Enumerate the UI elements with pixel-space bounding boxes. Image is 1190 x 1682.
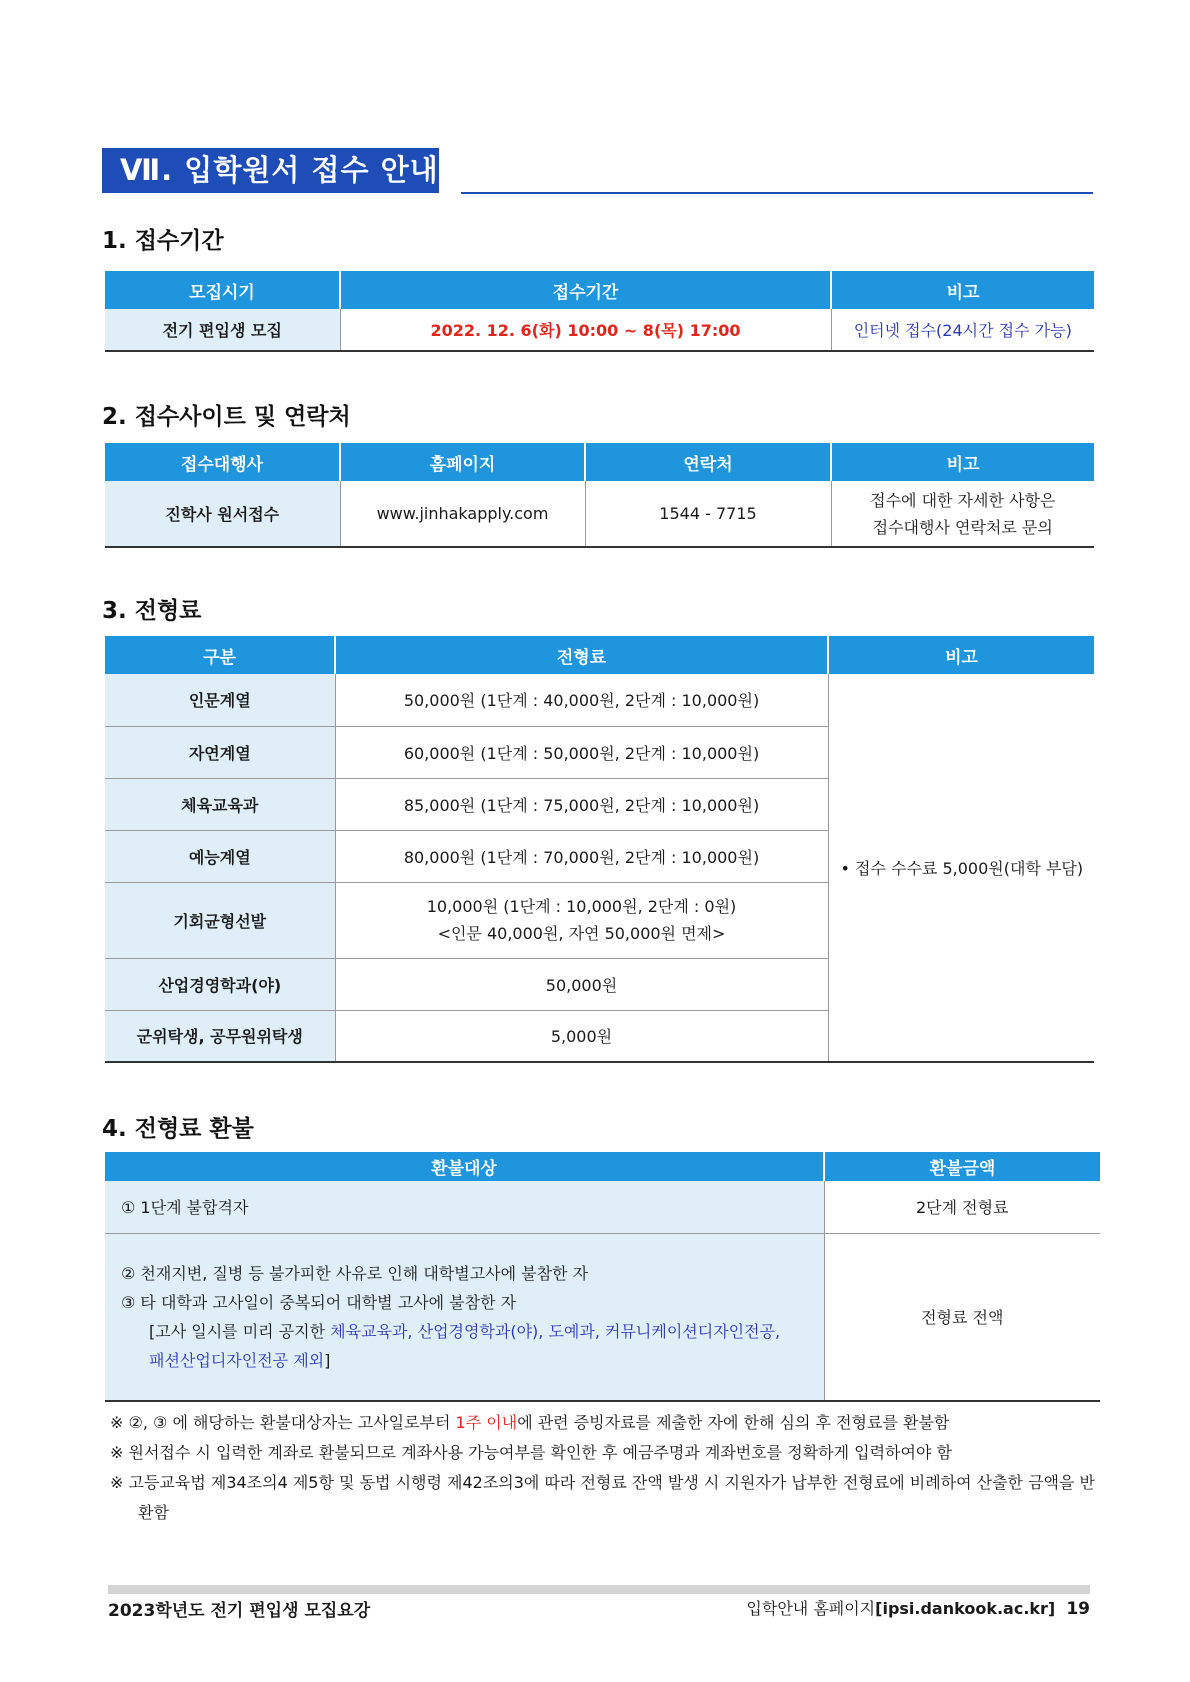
site-header-contact: 연락처 <box>585 443 831 481</box>
fee-category: 자연계열 <box>105 726 335 778</box>
fee-value-line1: 10,000원 (1단계 : 10,000원, 2단계 : 0원) <box>426 897 737 916</box>
note-1-a: ※ ②, ③ 에 해당하는 환불대상자는 고사일로부터 <box>110 1413 456 1432</box>
site-header-note: 비고 <box>831 443 1094 481</box>
refund-target-1: ① 1단계 불합격자 <box>105 1181 824 1233</box>
fee-category: 군위탁생, 공무원위탁생 <box>105 1010 335 1062</box>
fee-value-line2: <인문 40,000원, 자연 50,000원 면제> <box>437 924 726 943</box>
fee-header-note: 비고 <box>828 636 1094 674</box>
site-url[interactable]: www.jinhakapply.com <box>340 481 585 547</box>
refund-target-2 <box>105 1233 824 1401</box>
fee-value: 60,000원 (1단계 : 50,000원, 2단계 : 10,000원) <box>335 726 828 778</box>
period-header-category: 모집시기 <box>105 271 340 309</box>
refund-header-amount: 환불금액 <box>824 1152 1100 1181</box>
refund-line-1: ② 천재지변, 질병 등 불가피한 사유로 인해 대학별고사에 불참한 자 <box>121 1263 589 1283</box>
site-note <box>831 481 1094 547</box>
refund-line-3-prefix: [고사 일시를 미리 공지한 <box>149 1321 331 1341</box>
period-category: 전기 편입생 모집 <box>105 309 340 351</box>
note-1-highlight: 1주 이내 <box>455 1413 518 1432</box>
fee-header-fee: 전형료 <box>335 636 828 674</box>
refund-line-4-suffix: ] <box>324 1350 331 1370</box>
refund-line-3-excluded: 체육교육과, 산업경영학과(야), 도예과, 커뮤니케이션디자인전공, <box>330 1321 781 1341</box>
chapter-title: Ⅶ. 입학원서 접수 안내 <box>102 148 439 193</box>
page-number: 19 <box>1066 1599 1090 1619</box>
fee-value: 50,000원 <box>335 958 828 1010</box>
footer-homepage-label: 입학안내 홈페이지 <box>746 1599 876 1618</box>
chapter-underline <box>461 192 1093 194</box>
site-header-homepage: 홈페이지 <box>340 443 585 481</box>
site-note-line1: 접수에 대한 자세한 사항은 <box>870 490 1056 510</box>
fee-category: 인문계열 <box>105 674 335 726</box>
fee-table <box>105 636 1094 1063</box>
period-table <box>105 271 1094 352</box>
fee-header-category: 구분 <box>105 636 335 674</box>
footer-title: 2023학년도 전기 편입생 모집요강 <box>108 1601 371 1621</box>
period-value: 2022. 12. 6(화) 10:00 ~ 8(목) 17:00 <box>340 309 831 351</box>
refund-amount-2: 전형료 전액 <box>824 1233 1100 1401</box>
site-note-line2: 접수대행사 연락처로 문의 <box>872 517 1053 537</box>
note-3: ※ 고등교육법 제34조의4 제5항 및 동법 시행령 제42조의3에 따라 전형료 잔액 발생 시 지원자가 납부한 전형료에 비례하여 산출한 금액을 반환함 <box>110 1473 1096 1522</box>
refund-line-4 <box>121 1346 824 1375</box>
refund-table <box>105 1152 1100 1402</box>
fee-value: 50,000원 (1단계 : 40,000원, 2단계 : 10,000원) <box>335 674 828 726</box>
site-agency: 진학사 원서접수 <box>105 481 340 547</box>
refund-line-3 <box>121 1317 824 1346</box>
section-3-title: 3. 전형료 <box>102 598 202 624</box>
fee-category: 기회균형선발 <box>105 882 335 958</box>
fee-category: 산업경영학과(야) <box>105 958 335 1010</box>
note-1-b: 에 관련 증빙자료를 제출한 자에 한해 심의 후 전형료를 환불함 <box>517 1413 950 1432</box>
fee-category: 예능계열 <box>105 830 335 882</box>
fee-value <box>335 882 828 958</box>
refund-line-4-excluded: 패션산업디자인전공 제외 <box>149 1350 325 1370</box>
site-table <box>105 443 1094 548</box>
footer-url[interactable]: [ipsi.dankook.ac.kr] <box>875 1599 1056 1618</box>
site-header-agency: 접수대행사 <box>105 443 340 481</box>
period-note: 인터넷 접수(24시간 접수 가능) <box>831 309 1094 351</box>
fee-value: 80,000원 (1단계 : 70,000원, 2단계 : 10,000원) <box>335 830 828 882</box>
refund-line-2: ③ 타 대학과 고사일이 중복되어 대학별 고사에 불참한 자 <box>121 1292 517 1312</box>
note-1 <box>110 1408 1100 1438</box>
period-header-note: 비고 <box>831 271 1094 309</box>
notes <box>110 1408 1100 1528</box>
footer-right <box>746 1596 1090 1619</box>
period-header-period: 접수기간 <box>340 271 831 309</box>
fee-row <box>105 674 1094 726</box>
section-4-title: 4. 전형료 환불 <box>102 1116 254 1142</box>
section-1-title: 1. 접수기간 <box>102 228 224 254</box>
fee-note: • 접수 수수료 5,000원(대학 부담) <box>828 674 1094 1062</box>
fee-value: 85,000원 (1단계 : 75,000원, 2단계 : 10,000원) <box>335 778 828 830</box>
refund-header-target: 환불대상 <box>105 1152 824 1181</box>
refund-amount-1: 2단계 전형료 <box>824 1181 1100 1233</box>
note-2: ※ 원서접수 시 입력한 계좌로 환불되므로 계좌사용 가능여부를 확인한 후 예금주명과 계좌번호를 정확하게 입력하여야 함 <box>110 1443 952 1462</box>
fee-value: 5,000원 <box>335 1010 828 1062</box>
fee-category: 체육교육과 <box>105 778 335 830</box>
site-phone: 1544 - 7715 <box>585 481 831 547</box>
section-2-title: 2. 접수사이트 및 연락처 <box>102 404 351 430</box>
footer-bar <box>108 1585 1090 1594</box>
